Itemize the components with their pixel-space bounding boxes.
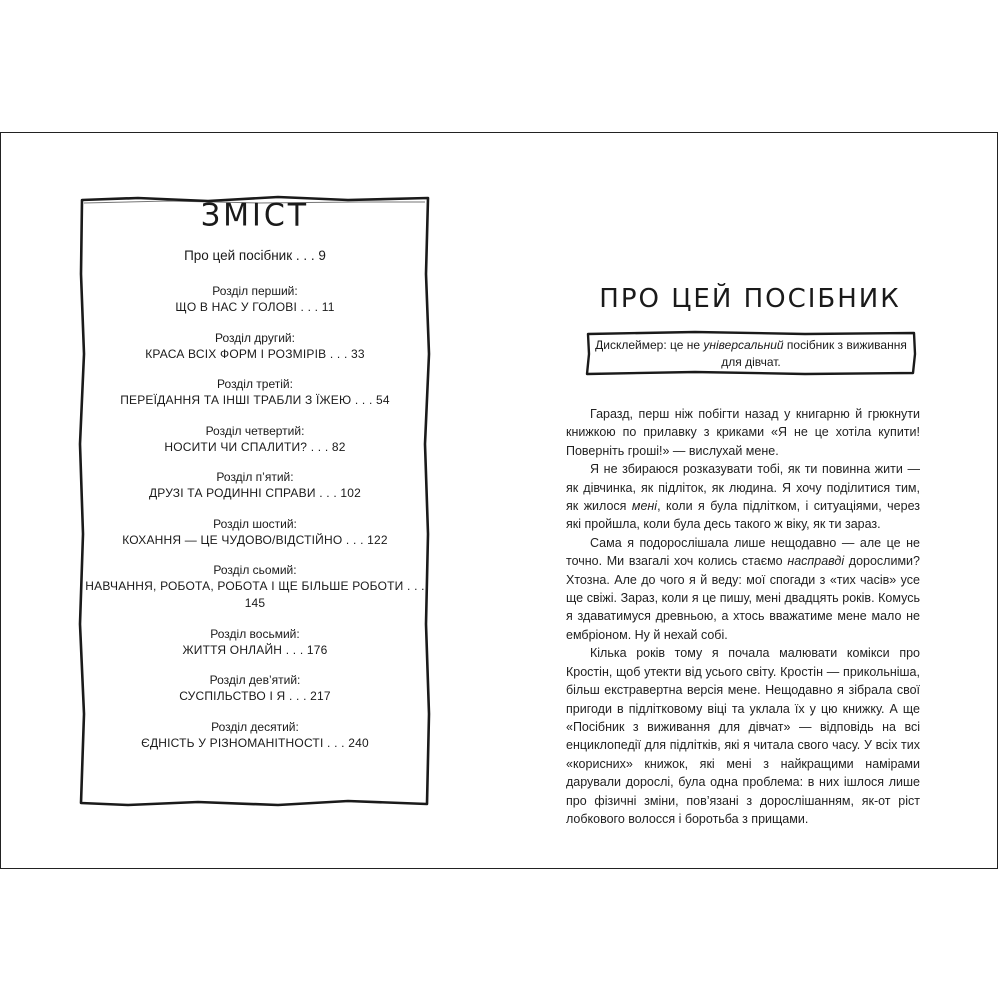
toc-chapter-number: Розділ перший: [212,284,298,298]
paragraph-text: , коли я була підлітком, і ситуаціями, через які пройшла, коли була десь такого ж віку, як ти зараз. [566,499,920,532]
toc-entry[interactable] [78,330,432,363]
toc-entry[interactable] [78,626,432,659]
toc-chapter-name: НАВЧАННЯ, РОБОТА, РОБОТА І ЩЕ БІЛЬШЕ РОБОТИ . . . 145 [85,579,425,610]
toc-chapter-number: Розділ шостий: [213,516,297,531]
paragraph [566,534,920,644]
toc-chapter-number: Розділ сьомий: [213,563,297,577]
disclaimer-text [591,337,911,371]
toc-chapter-number: Розділ п’ятий: [216,470,294,484]
toc-entry[interactable] [78,376,432,409]
toc-entry[interactable] [78,562,432,612]
contents-title: ЗМІСТ [200,197,310,234]
toc-chapter-number: Розділ другий: [215,330,295,345]
toc-chapter-name: ДРУЗІ ТА РОДИННІ СПРАВИ . . . 102 [148,486,362,500]
toc-chapter-name: ПЕРЕЇДАННЯ ТА ІНШІ ТРАБЛИ З ЇЖЕЮ . . . 54 [120,393,390,407]
toc-chapter-name: ЖИТТЯ ОНЛАЙН . . . 176 [182,642,328,657]
toc-entry[interactable] [78,719,432,752]
paragraph: Гаразд, перш ніж побігти назад у книгарню й грюкнути книжкою по прилавку з криками «Я не це хотіла купити! Поверніть гроші!» — вислухай мене. [566,407,920,458]
chapter-title: ПРО ЦЕЙ ПОСІБНИК [599,284,901,314]
disclaimer-text-start: Дисклеймер: це не [595,338,704,352]
paragraph: Кілька років тому я почала малювати комікси про Кростін, щоб утекти від усього світу. Кростін — прикольніша, більш екстравертна версія мене. Нещодавно я зібрала свої пригоди в підлітковому віці та уклала їх у цю книжку. А ще «Посібник з виживання для дівчат» — відповідь на всі енциклопедії для підлітків, які я читала свого часу. У всіх тих «корисних» книжок, які мені з найкращими намірами дарували дорослі, була одна проблема: в них ішлося лише про фізичні зміни, пов’язані з дорослішанням, як-от ріст лобкового волосся і боротьба з прищами. [566,646,920,826]
toc-chapter-number: Розділ четвертий: [205,423,305,438]
toc-chapter-name: КРАСА ВСІХ ФОРМ І РОЗМІРІВ . . . 33 [145,346,365,361]
toc-entry[interactable] [78,283,432,316]
toc-entry[interactable] [78,516,432,549]
toc-chapter-number: Розділ десятий: [211,719,299,734]
toc-chapter-number: Розділ третій: [217,377,293,391]
toc-chapter-number: Розділ восьмий: [210,626,300,641]
toc-entry[interactable] [78,469,432,502]
toc-chapter-number: Розділ дев’ятий: [209,673,301,687]
toc-chapter-name: ЄДНІСТЬ У РІЗНОМАНІТНОСТІ . . . 240 [141,735,369,750]
contents-title-wrap [78,198,432,233]
toc-entry[interactable] [78,672,432,705]
disclaimer-emphasis: універсальний [703,338,784,352]
toc-chapter-name: НОСИТИ ЧИ СПАЛИТИ? . . . 82 [164,439,346,454]
paragraph [566,460,920,534]
disclaimer-box [585,330,917,376]
paragraph-text: Сама я подорослішала лише нещодавно — але це не точно. Ми взагалі хоч колись стаємо [566,535,920,569]
disclaimer-text-end: посібник з виживання для дівчат. [721,338,907,369]
toc-intro-entry[interactable]: Про цей посібник . . . 9 [184,248,326,263]
paragraph-text: Я не збираюся розказувати тобі, як ти повинна жити — як дівчинка, як підліток, як людина. Я хочу поділитися тим, як жилося [566,462,920,514]
paragraph-emphasis: насправді [787,554,845,569]
toc-chapter-name: ЩО В НАС У ГОЛОВІ . . . 11 [175,300,335,314]
toc-chapter-name: СУСПІЛЬСТВО І Я . . . 217 [179,689,331,703]
paragraph-text: дорослими? Хтозна. Але до чого я й веду: мої спогади з «тих часів» усе ще свіжі. Зараз, коли я це пишу, мені двадцять років. Комусь я здаватимуся древньою, а хтось вважатиме мене мало не ембріоном. Ну й нехай собі. [566,554,920,642]
chapter-body [566,405,920,828]
paragraph-emphasis: мені [631,499,658,514]
toc-entry[interactable] [78,423,432,456]
toc-chapter-name: КОХАННЯ — ЦЕ ЧУДОВО/ВІДСТІЙНО . . . 122 [122,532,388,547]
contents-list [78,248,432,765]
